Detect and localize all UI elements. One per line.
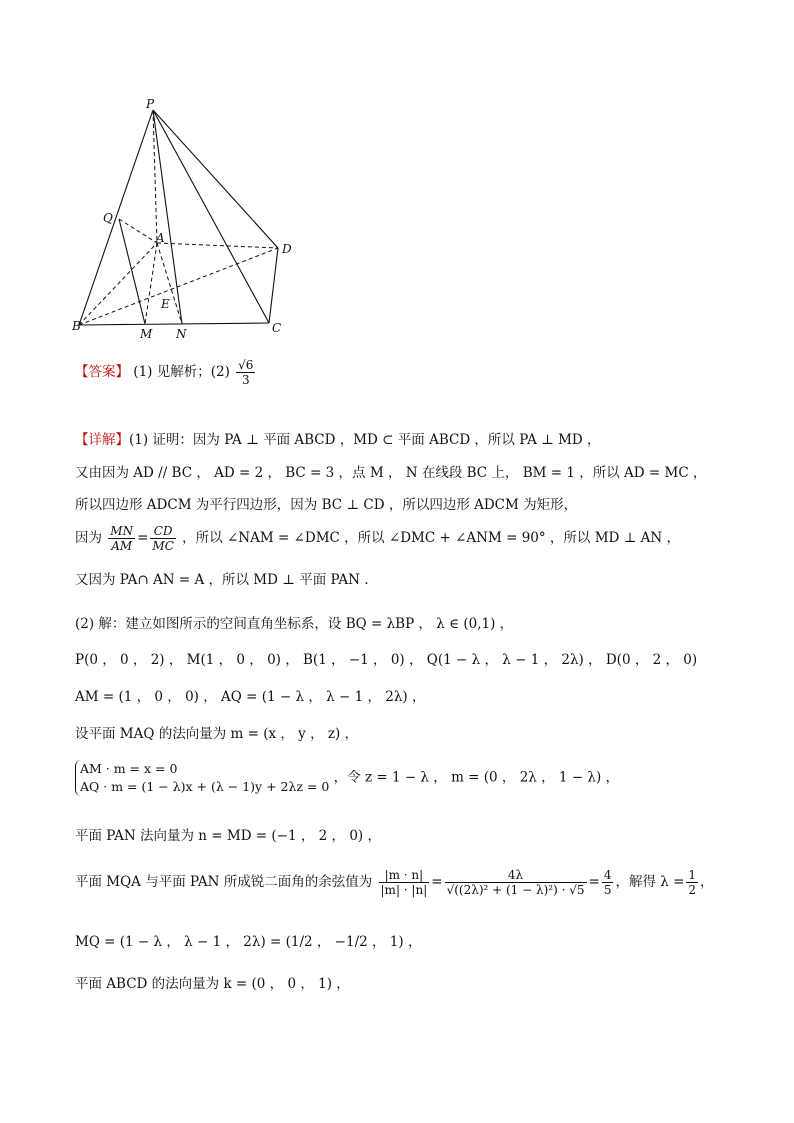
frac-den: MC bbox=[152, 539, 174, 553]
detail-line-4 bbox=[75, 524, 680, 553]
answer-line bbox=[75, 358, 257, 387]
frac-num: 1 bbox=[688, 868, 697, 882]
pyramid-diagram bbox=[66, 92, 306, 342]
frac-den: 5 bbox=[603, 883, 612, 897]
fraction-mn-am bbox=[108, 524, 135, 553]
label-C: C bbox=[272, 321, 282, 335]
detail-line-10 bbox=[75, 760, 619, 796]
answer-tag: 【答案】 bbox=[75, 364, 129, 380]
frac-den: √((2λ)² + (1 − λ)²) · √5 bbox=[446, 883, 585, 897]
fraction-4-5 bbox=[602, 868, 614, 897]
frac-num: MN bbox=[110, 524, 134, 538]
fraction-4lambda bbox=[445, 868, 587, 897]
detail-line-9: 设平面 MAQ 的法向量为 m = (x ， y ， z) ， bbox=[75, 726, 359, 742]
fraction-cd-mc bbox=[150, 524, 175, 553]
equation-2: AQ · m = (1 − λ)x + (λ − 1)y + 2λz = 0 bbox=[80, 779, 330, 794]
detail-text-1: (1) 证明：因为 PA ⊥ 平面 ABCD ，MD ⊂ 平面 ABCD ，所以 PA ⊥ MD ， bbox=[129, 432, 601, 448]
detail-line-3: 所以四边形 ADCM 为平行四边形，因为 BC ⊥ CD ，所以四边形 ADCM 为矩形， bbox=[75, 497, 578, 513]
detail-line-1 bbox=[75, 430, 601, 450]
label-M: M bbox=[140, 327, 153, 341]
equation-1: AM · m = x = 0 bbox=[80, 761, 178, 776]
detail-line-11: 平面 PAN 法向量为 n = MD = (−1 ， 2 ， 0) ， bbox=[75, 828, 381, 844]
answer-text: (1) 见解析；(2) bbox=[133, 364, 230, 380]
answer-fraction bbox=[236, 358, 255, 387]
detail-line-5: 又因为 PA∩ AN = A ，所以 MD ⊥ 平面 PAN . bbox=[75, 572, 369, 588]
detail-line-6: (2) 解：建立如图所示的空间直角坐标系，设 BQ = λBP ， λ ∈ (0,1) ， bbox=[75, 616, 514, 632]
frac-num: 4 bbox=[603, 868, 612, 882]
frac-num: |m · n| bbox=[379, 868, 430, 883]
detail-text-10c: ，令 z = 1 − λ ， m = (0 ， 2λ ， 1 − λ) ， bbox=[333, 769, 620, 786]
answer-numerator: √6 bbox=[238, 358, 254, 372]
answer-denominator: 3 bbox=[241, 373, 250, 387]
equation-system bbox=[75, 760, 329, 796]
frac-den: |m| · |n| bbox=[380, 883, 428, 897]
detail-line-2: 又由因为 AD // BC ， AD = 2 ， BC = 3 ，点 M ， N 在线段 BC 上， BM = 1 ，所以 AD = MC ， bbox=[75, 465, 707, 481]
detail-text-12c: ， bbox=[700, 874, 714, 890]
detail-text-12a: 平面 MQA 与平面 PAN 所成锐二面角的余弦值为 bbox=[75, 874, 373, 890]
detail-tag: 【详解】 bbox=[75, 432, 129, 448]
label-P: P bbox=[146, 97, 155, 111]
detail-line-8: AM = (1 ， 0 ， 0) ， AQ = (1 − λ ， λ − 1 ， 2λ) ， bbox=[75, 689, 426, 705]
label-D: D bbox=[282, 242, 292, 256]
detail-line-12 bbox=[75, 868, 714, 897]
label-N: N bbox=[176, 327, 187, 341]
frac-den: AM bbox=[111, 539, 133, 553]
equals-sign: = bbox=[588, 874, 600, 890]
equals-sign: = bbox=[431, 874, 443, 890]
label-Q: Q bbox=[103, 211, 113, 225]
detail-text-12b: ，解得 λ = bbox=[615, 874, 685, 890]
equals-sign: = bbox=[137, 530, 149, 546]
detail-line-7: P(0 ， 0 ， 2) ， M(1 ， 0 ， 0) ， B(1 ， −1 ， 0) ， Q(1 − λ ， λ − 1 ， 2λ) ， D(0 ， 2 ， 0) bbox=[75, 652, 698, 668]
pyramid-figure bbox=[66, 92, 306, 342]
label-B: B bbox=[72, 319, 81, 333]
label-A: A bbox=[156, 231, 165, 245]
label-E: E bbox=[161, 297, 170, 311]
frac-num: 4λ bbox=[445, 868, 587, 883]
fraction-1-2 bbox=[686, 868, 698, 897]
detail-line-13: MQ = (1 − λ ， λ − 1 ， 2λ) = (1/2 ， −1/2 ， 1) ， bbox=[75, 934, 422, 950]
detail-line-14: 平面 ABCD 的法向量为 k = (0 ， 0 ， 1) ， bbox=[75, 976, 350, 992]
detail-text-4b: ，所以 ∠NAM = ∠DMC ，所以 ∠DMC + ∠ANM = 90° ，所以 MD ⊥ AN ， bbox=[182, 530, 680, 546]
detail-text-4a: 因为 bbox=[75, 530, 102, 546]
fraction-cos bbox=[379, 868, 430, 897]
frac-num: CD bbox=[150, 524, 175, 539]
frac-den: 2 bbox=[688, 883, 697, 897]
